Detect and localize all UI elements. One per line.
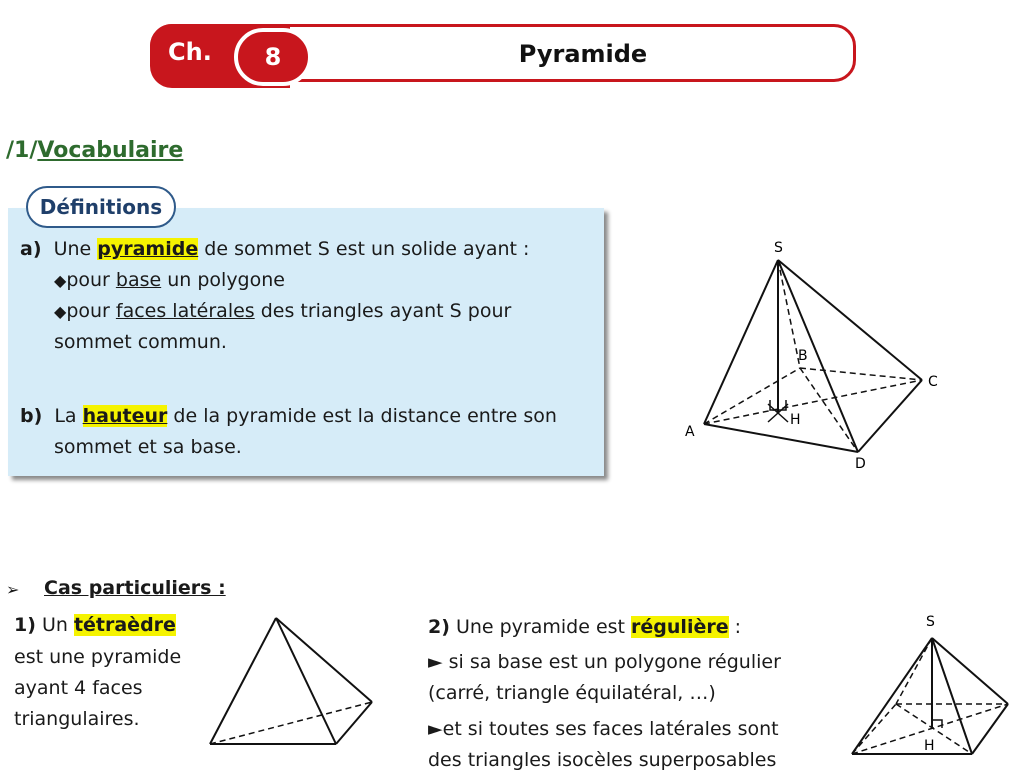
diamond-bullet-icon: ◆ <box>54 302 67 321</box>
keyword-base: base <box>115 269 162 291</box>
edge-AB-hidden <box>704 368 800 424</box>
case2-item2-text: et si toutes ses faces latérales sont <box>442 718 779 740</box>
reg-hidden-3 <box>896 638 932 704</box>
edge-SA <box>704 260 778 424</box>
definitions-tag: Définitions <box>26 186 176 228</box>
reg-label-S: S <box>926 614 935 630</box>
special-cases-heading: Cas particuliers : <box>44 577 226 599</box>
section-name: Vocabulaire <box>37 138 184 163</box>
keyword-tetraedre: tétraèdre <box>73 614 176 636</box>
definition-b-label: b) <box>20 405 43 427</box>
definition-b-line1 <box>20 401 557 432</box>
case2-label: 2) <box>428 616 450 638</box>
tetra-hidden-edge <box>210 702 372 744</box>
case1-line4: triangulaires. <box>14 708 140 730</box>
definition-a-text: Une <box>53 238 98 260</box>
case1-line2: est une pyramide <box>14 646 182 668</box>
keyword-hauteur: hauteur <box>82 405 168 427</box>
label-B: B <box>798 348 808 364</box>
label-D: D <box>855 456 866 472</box>
case1-line1 <box>14 610 176 641</box>
label-H: H <box>790 412 801 428</box>
tetra-edge-2 <box>276 618 336 744</box>
case2-line1 <box>428 612 741 643</box>
case2-item1-text: si sa base est un polygone régulier <box>448 651 781 673</box>
case1-pre: Un <box>35 614 74 636</box>
chapter-number: 8 <box>234 28 312 86</box>
section-number: /1/ <box>6 138 38 163</box>
label-S: S <box>774 240 783 256</box>
label-C: C <box>928 374 938 390</box>
tetra-edge-1 <box>210 618 276 744</box>
arrow-bullet-icon: ➢ <box>6 580 20 599</box>
definition-a-label: a) <box>20 238 42 260</box>
definition-a-text-post: de sommet S est un solide ayant : <box>198 238 530 260</box>
keyword-pyramide: pyramide <box>97 238 199 260</box>
case2-item1-line2: (carré, triangle équilatéral, …) <box>428 682 716 704</box>
case2-item2-line2: des triangles isocèles superposables <box>428 749 777 771</box>
edge-BC-hidden <box>800 368 922 380</box>
reg-edge-SA <box>852 638 932 754</box>
section-title <box>6 138 183 163</box>
tetra-edge-3 <box>276 618 372 702</box>
tetrahedron-figure <box>200 608 400 756</box>
definition-a-line1 <box>20 234 529 265</box>
regular-pyramid-figure <box>840 608 1020 768</box>
label-A: A <box>685 424 695 440</box>
reg-label-H: H <box>924 738 935 754</box>
definition-b-text: La <box>54 405 83 427</box>
definition-b-text-post: de la pyramide est la distance entre son <box>167 405 557 427</box>
case2-post: : <box>728 616 742 638</box>
bullet2-pre: pour <box>66 300 116 322</box>
reg-edge-DC <box>972 704 1008 754</box>
page-title: Pyramide <box>518 40 648 68</box>
case2-pre: Une pyramide est <box>449 616 632 638</box>
chapter-label: Ch. <box>168 38 212 66</box>
definition-b-line2: sommet et sa base. <box>54 436 242 458</box>
diamond-bullet-icon: ◆ <box>54 271 67 290</box>
bullet1-pre: pour <box>66 269 116 291</box>
bullet1-post: un polygone <box>161 269 285 291</box>
edge-DC <box>858 380 922 452</box>
definition-a-bullet2 <box>54 296 511 327</box>
pyramid-figure <box>660 230 960 480</box>
case1-label: 1) <box>14 614 36 636</box>
keyword-reguliere: régulière <box>631 616 729 638</box>
tetra-edge-5 <box>336 702 372 744</box>
bullet2-post: des triangles ayant S pour <box>254 300 512 322</box>
definition-a-line-end: sommet commun. <box>54 331 227 353</box>
edge-AD <box>704 424 858 452</box>
definition-a-bullet1 <box>54 265 285 296</box>
triangle-bullet-icon: ► <box>428 651 449 673</box>
case2-item2-line1 <box>428 714 779 745</box>
case2-item1-line1 <box>428 647 781 678</box>
triangle-bullet-icon: ► <box>428 718 443 740</box>
case1-line3: ayant 4 faces <box>14 677 143 699</box>
keyword-faces-laterales: faces latérales <box>115 300 255 322</box>
reg-right-angle-mark <box>932 720 942 728</box>
